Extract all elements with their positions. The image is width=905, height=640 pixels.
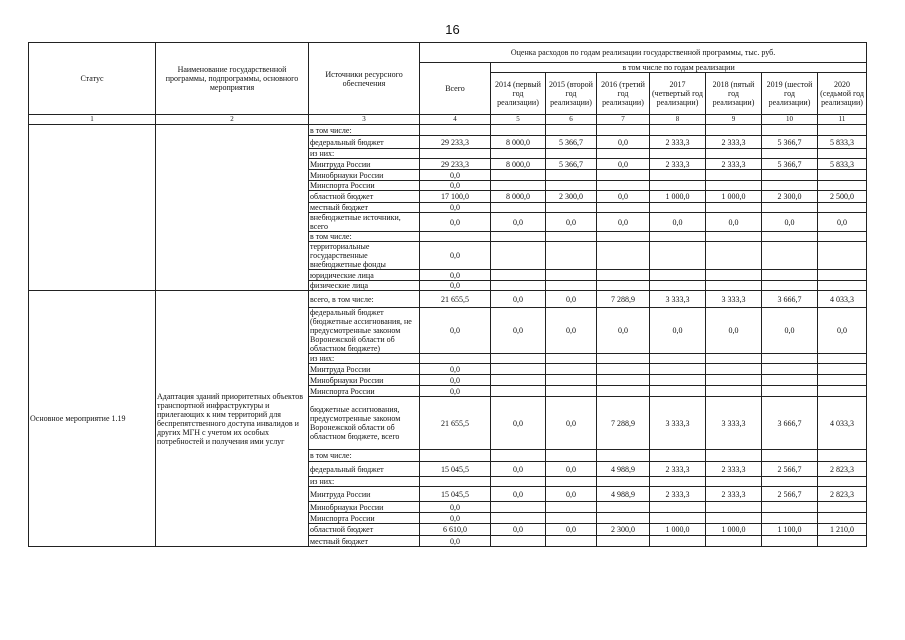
year-value-cell <box>650 450 706 462</box>
year-value-cell <box>650 513 706 524</box>
year-value-cell: 2 333,3 <box>650 159 706 170</box>
total-cell: 15 045,5 <box>420 462 491 477</box>
year-value-cell <box>706 281 762 291</box>
year-value-cell: 1 100,0 <box>762 524 818 536</box>
year-value-cell: 0,0 <box>546 462 597 477</box>
measure-name-cell: Адаптация зданий приоритетных объектов транспортной инфраструктуры и прилегающих к ним территорий для беспрепятственного доступа инвалидов и других МГН с учетом их особых потребностей и получения ими услуг <box>156 291 309 547</box>
year-value-cell <box>491 450 546 462</box>
column-number: 4 <box>420 115 491 125</box>
year-value-cell <box>706 450 762 462</box>
year-value-cell <box>818 242 867 270</box>
year-value-cell: 2 300,0 <box>762 191 818 203</box>
year-value-cell: 0,0 <box>597 308 650 354</box>
year-value-cell <box>546 232 597 242</box>
year-value-cell <box>762 513 818 524</box>
year-value-cell: 5 366,7 <box>762 136 818 149</box>
column-number: 7 <box>597 115 650 125</box>
year-value-cell <box>491 477 546 487</box>
year-value-cell <box>818 125 867 136</box>
year-value-cell: 0,0 <box>818 213 867 232</box>
total-cell <box>420 125 491 136</box>
year-value-cell: 2 500,0 <box>818 191 867 203</box>
year-value-cell: 3 666,7 <box>762 397 818 450</box>
header-year: 2017 (четвертый год реализации) <box>650 73 706 115</box>
header-year: 2019 (шестой год реализации) <box>762 73 818 115</box>
year-value-cell: 4 033,3 <box>818 397 867 450</box>
year-value-cell: 5 366,7 <box>546 159 597 170</box>
year-value-cell: 2 333,3 <box>706 136 762 149</box>
source-cell: Минспорта России <box>309 386 420 397</box>
year-value-cell <box>491 364 546 375</box>
year-value-cell: 0,0 <box>762 213 818 232</box>
year-value-cell: 2 566,7 <box>762 462 818 477</box>
source-cell: Минобрнауки России <box>309 375 420 386</box>
year-value-cell: 2 333,3 <box>706 487 762 502</box>
year-value-cell <box>491 242 546 270</box>
year-value-cell <box>597 149 650 159</box>
year-value-cell <box>546 375 597 386</box>
year-value-cell <box>491 149 546 159</box>
year-value-cell: 2 566,7 <box>762 487 818 502</box>
table-row <box>29 125 867 136</box>
year-value-cell <box>762 170 818 181</box>
header-name: Наименование государственной программы, подпрограммы, основного мероприятия <box>156 43 309 115</box>
source-cell: Минспорта России <box>309 181 420 191</box>
header-year: 2015 (второй год реализации) <box>546 73 597 115</box>
source-cell: территориальные государственные внебюджетные фонды <box>309 242 420 270</box>
year-value-cell: 1 000,0 <box>706 191 762 203</box>
year-value-cell <box>762 477 818 487</box>
total-cell <box>420 149 491 159</box>
year-value-cell: 3 333,3 <box>706 291 762 308</box>
column-number: 1 <box>29 115 156 125</box>
year-value-cell: 5 366,7 <box>546 136 597 149</box>
year-value-cell: 3 666,7 <box>762 291 818 308</box>
total-cell: 0,0 <box>420 502 491 513</box>
year-value-cell <box>650 125 706 136</box>
year-value-cell <box>491 386 546 397</box>
year-value-cell: 5 833,3 <box>818 159 867 170</box>
year-value-cell: 5 833,3 <box>818 136 867 149</box>
name-cell-empty <box>156 125 309 291</box>
year-value-cell: 0,0 <box>546 308 597 354</box>
total-cell: 0,0 <box>420 281 491 291</box>
year-value-cell <box>546 536 597 547</box>
source-cell: областной бюджет <box>309 191 420 203</box>
year-value-cell <box>650 270 706 281</box>
year-value-cell: 0,0 <box>546 524 597 536</box>
year-value-cell: 1 000,0 <box>650 524 706 536</box>
year-value-cell <box>491 170 546 181</box>
year-value-cell <box>706 354 762 364</box>
year-value-cell <box>546 477 597 487</box>
source-cell: местный бюджет <box>309 536 420 547</box>
total-cell: 0,0 <box>420 386 491 397</box>
year-value-cell: 0,0 <box>491 308 546 354</box>
header-year: 2018 (пятый год реализации) <box>706 73 762 115</box>
year-value-cell: 0,0 <box>491 397 546 450</box>
year-value-cell <box>650 232 706 242</box>
total-cell <box>420 354 491 364</box>
year-value-cell: 0,0 <box>491 462 546 477</box>
source-cell: Минтруда России <box>309 159 420 170</box>
year-value-cell <box>597 281 650 291</box>
source-cell: в том числе: <box>309 125 420 136</box>
year-value-cell <box>491 502 546 513</box>
header-source: Источники ресурсного обеспечения <box>309 43 420 115</box>
year-value-cell <box>650 502 706 513</box>
year-value-cell <box>491 232 546 242</box>
year-value-cell <box>706 375 762 386</box>
year-value-cell: 8 000,0 <box>491 191 546 203</box>
year-value-cell <box>706 232 762 242</box>
year-value-cell <box>818 375 867 386</box>
year-value-cell <box>491 375 546 386</box>
column-number: 10 <box>762 115 818 125</box>
year-value-cell: 4 988,9 <box>597 487 650 502</box>
year-value-cell <box>650 242 706 270</box>
year-value-cell <box>491 125 546 136</box>
source-cell: из них: <box>309 149 420 159</box>
source-cell: Минтруда России <box>309 364 420 375</box>
year-value-cell <box>650 281 706 291</box>
year-value-cell <box>491 513 546 524</box>
year-value-cell <box>491 536 546 547</box>
year-value-cell <box>546 386 597 397</box>
year-value-cell: 0,0 <box>491 487 546 502</box>
total-cell: 0,0 <box>420 170 491 181</box>
year-value-cell: 0,0 <box>597 213 650 232</box>
year-value-cell <box>762 149 818 159</box>
year-value-cell <box>650 181 706 191</box>
year-value-cell: 7 288,9 <box>597 397 650 450</box>
source-cell: федеральный бюджет (бюджетные ассигнования, не предусмотренные законом Воронежской области об областном бюджете) <box>309 308 420 354</box>
year-value-cell <box>597 203 650 213</box>
header-total: Всего <box>420 63 491 115</box>
year-value-cell <box>597 477 650 487</box>
source-cell: местный бюджет <box>309 203 420 213</box>
total-cell: 29 233,3 <box>420 159 491 170</box>
table-row <box>29 291 867 308</box>
header-year: 2020 (седьмой год реализации) <box>818 73 867 115</box>
total-cell: 0,0 <box>420 213 491 232</box>
total-cell: 0,0 <box>420 203 491 213</box>
total-cell: 15 045,5 <box>420 487 491 502</box>
year-value-cell <box>762 354 818 364</box>
year-value-cell: 4 033,3 <box>818 291 867 308</box>
table-header <box>29 43 867 125</box>
total-cell: 0,0 <box>420 513 491 524</box>
year-value-cell <box>762 502 818 513</box>
year-value-cell <box>650 536 706 547</box>
year-value-cell <box>762 125 818 136</box>
year-value-cell <box>706 477 762 487</box>
source-cell: Минобрнауки России <box>309 170 420 181</box>
year-value-cell <box>818 354 867 364</box>
year-value-cell <box>818 181 867 191</box>
year-value-cell <box>706 170 762 181</box>
year-value-cell: 7 288,9 <box>597 291 650 308</box>
source-cell: Минспорта России <box>309 513 420 524</box>
year-value-cell <box>818 502 867 513</box>
year-value-cell: 0,0 <box>546 213 597 232</box>
year-value-cell <box>706 203 762 213</box>
year-value-cell <box>650 477 706 487</box>
year-value-cell <box>546 354 597 364</box>
total-cell: 0,0 <box>420 364 491 375</box>
year-value-cell: 0,0 <box>762 308 818 354</box>
year-value-cell <box>762 450 818 462</box>
source-cell: бюджетные ассигнования, предусмотренные законом Воронежской области об областном бюджете, всего <box>309 397 420 450</box>
year-value-cell <box>706 125 762 136</box>
year-value-cell: 0,0 <box>650 308 706 354</box>
year-value-cell <box>762 203 818 213</box>
year-value-cell <box>818 477 867 487</box>
total-cell <box>420 232 491 242</box>
year-value-cell <box>546 502 597 513</box>
source-cell: Минобрнауки России <box>309 502 420 513</box>
year-value-cell <box>762 375 818 386</box>
year-value-cell <box>597 450 650 462</box>
year-value-cell <box>706 181 762 191</box>
column-number: 8 <box>650 115 706 125</box>
year-value-cell: 2 333,3 <box>706 159 762 170</box>
year-value-cell: 0,0 <box>597 136 650 149</box>
year-value-cell <box>597 364 650 375</box>
year-value-cell: 2 823,3 <box>818 487 867 502</box>
year-value-cell <box>706 513 762 524</box>
year-value-cell <box>650 386 706 397</box>
year-value-cell <box>597 536 650 547</box>
year-value-cell <box>650 203 706 213</box>
year-value-cell <box>597 513 650 524</box>
source-cell: в том числе: <box>309 232 420 242</box>
source-cell: из них: <box>309 477 420 487</box>
year-value-cell <box>818 386 867 397</box>
year-value-cell: 2 823,3 <box>818 462 867 477</box>
total-cell: 17 100,0 <box>420 191 491 203</box>
year-value-cell <box>706 270 762 281</box>
column-number: 9 <box>706 115 762 125</box>
total-cell <box>420 450 491 462</box>
total-cell: 29 233,3 <box>420 136 491 149</box>
year-value-cell <box>706 536 762 547</box>
total-cell <box>420 477 491 487</box>
year-value-cell <box>650 375 706 386</box>
year-value-cell: 3 333,3 <box>706 397 762 450</box>
year-value-cell <box>597 270 650 281</box>
year-value-cell: 0,0 <box>597 159 650 170</box>
year-value-cell <box>706 502 762 513</box>
year-value-cell: 1 000,0 <box>706 524 762 536</box>
year-value-cell <box>706 242 762 270</box>
year-value-cell <box>818 450 867 462</box>
source-cell: внебюджетные источники, всего <box>309 213 420 232</box>
total-cell: 6 610,0 <box>420 524 491 536</box>
total-cell: 0,0 <box>420 375 491 386</box>
year-value-cell <box>546 281 597 291</box>
column-number: 2 <box>156 115 309 125</box>
table-body <box>29 125 867 547</box>
year-value-cell <box>597 125 650 136</box>
year-value-cell <box>762 270 818 281</box>
header-year: 2014 (первый год реализации) <box>491 73 546 115</box>
source-cell: Минтруда России <box>309 487 420 502</box>
year-value-cell <box>818 232 867 242</box>
year-value-cell <box>762 181 818 191</box>
year-value-cell: 8 000,0 <box>491 136 546 149</box>
year-value-cell <box>597 502 650 513</box>
total-cell: 0,0 <box>420 308 491 354</box>
header-status: Статус <box>29 43 156 115</box>
total-cell: 0,0 <box>420 536 491 547</box>
year-value-cell: 3 333,3 <box>650 397 706 450</box>
year-value-cell: 2 333,3 <box>706 462 762 477</box>
year-value-cell <box>491 281 546 291</box>
source-cell: областной бюджет <box>309 524 420 536</box>
year-value-cell <box>762 536 818 547</box>
source-cell: физические лица <box>309 281 420 291</box>
year-value-cell: 5 366,7 <box>762 159 818 170</box>
year-value-cell: 0,0 <box>706 308 762 354</box>
budget-table <box>28 42 867 547</box>
year-value-cell <box>491 181 546 191</box>
year-value-cell <box>597 386 650 397</box>
year-value-cell <box>546 181 597 191</box>
year-value-cell: 0,0 <box>491 291 546 308</box>
column-number: 6 <box>546 115 597 125</box>
year-value-cell <box>706 386 762 397</box>
year-value-cell <box>818 536 867 547</box>
year-value-cell: 0,0 <box>818 308 867 354</box>
year-value-cell: 1 000,0 <box>650 191 706 203</box>
year-value-cell <box>546 149 597 159</box>
total-cell: 21 655,5 <box>420 291 491 308</box>
year-value-cell: 3 333,3 <box>650 291 706 308</box>
year-value-cell: 2 300,0 <box>546 191 597 203</box>
year-value-cell <box>546 450 597 462</box>
source-cell: всего, в том числе: <box>309 291 420 308</box>
year-value-cell <box>818 149 867 159</box>
year-value-cell <box>546 513 597 524</box>
header-year: 2016 (третий год реализации) <box>597 73 650 115</box>
total-cell: 0,0 <box>420 242 491 270</box>
total-cell: 0,0 <box>420 270 491 281</box>
year-value-cell: 0,0 <box>491 524 546 536</box>
source-cell: федеральный бюджет <box>309 136 420 149</box>
year-value-cell <box>491 270 546 281</box>
year-value-cell <box>491 354 546 364</box>
year-value-cell: 0,0 <box>546 291 597 308</box>
total-cell: 21 655,5 <box>420 397 491 450</box>
year-value-cell <box>546 170 597 181</box>
year-value-cell: 0,0 <box>650 213 706 232</box>
year-value-cell: 0,0 <box>491 213 546 232</box>
year-value-cell <box>546 364 597 375</box>
header-by-years: в том числе по годам реализации <box>491 63 867 73</box>
year-value-cell: 0,0 <box>546 487 597 502</box>
year-value-cell <box>762 242 818 270</box>
year-value-cell <box>650 364 706 375</box>
year-value-cell <box>546 270 597 281</box>
year-value-cell <box>762 364 818 375</box>
year-value-cell <box>597 242 650 270</box>
year-value-cell <box>818 513 867 524</box>
year-value-cell: 2 333,3 <box>650 462 706 477</box>
year-value-cell <box>762 232 818 242</box>
year-value-cell: 2 300,0 <box>597 524 650 536</box>
column-number: 5 <box>491 115 546 125</box>
year-value-cell: 0,0 <box>546 397 597 450</box>
year-value-cell <box>546 242 597 270</box>
source-cell: в том числе: <box>309 450 420 462</box>
year-value-cell <box>762 281 818 291</box>
year-value-cell <box>597 354 650 364</box>
year-value-cell <box>491 203 546 213</box>
status-cell-empty <box>29 125 156 291</box>
column-number: 3 <box>309 115 420 125</box>
year-value-cell <box>597 375 650 386</box>
year-value-cell <box>597 181 650 191</box>
year-value-cell <box>706 364 762 375</box>
source-cell: юридические лица <box>309 270 420 281</box>
year-value-cell <box>818 364 867 375</box>
year-value-cell <box>650 170 706 181</box>
header-estimate: Оценка расходов по годам реализации государственной программы, тыс. руб. <box>420 43 867 63</box>
year-value-cell <box>818 203 867 213</box>
year-value-cell: 2 333,3 <box>650 487 706 502</box>
year-value-cell <box>597 232 650 242</box>
year-value-cell <box>762 386 818 397</box>
year-value-cell <box>546 125 597 136</box>
year-value-cell: 4 988,9 <box>597 462 650 477</box>
column-number: 11 <box>818 115 867 125</box>
total-cell: 0,0 <box>420 181 491 191</box>
year-value-cell <box>818 270 867 281</box>
status-cell: Основное мероприятие 1.19 <box>29 291 156 547</box>
year-value-cell: 0,0 <box>706 213 762 232</box>
year-value-cell <box>650 354 706 364</box>
source-cell: федеральный бюджет <box>309 462 420 477</box>
source-cell: из них: <box>309 354 420 364</box>
year-value-cell <box>818 170 867 181</box>
year-value-cell: 8 000,0 <box>491 159 546 170</box>
year-value-cell <box>706 149 762 159</box>
year-value-cell <box>818 281 867 291</box>
year-value-cell: 1 210,0 <box>818 524 867 536</box>
year-value-cell: 2 333,3 <box>650 136 706 149</box>
page-number: 16 <box>445 22 460 37</box>
year-value-cell <box>546 203 597 213</box>
year-value-cell: 0,0 <box>597 191 650 203</box>
year-value-cell <box>650 149 706 159</box>
year-value-cell <box>597 170 650 181</box>
